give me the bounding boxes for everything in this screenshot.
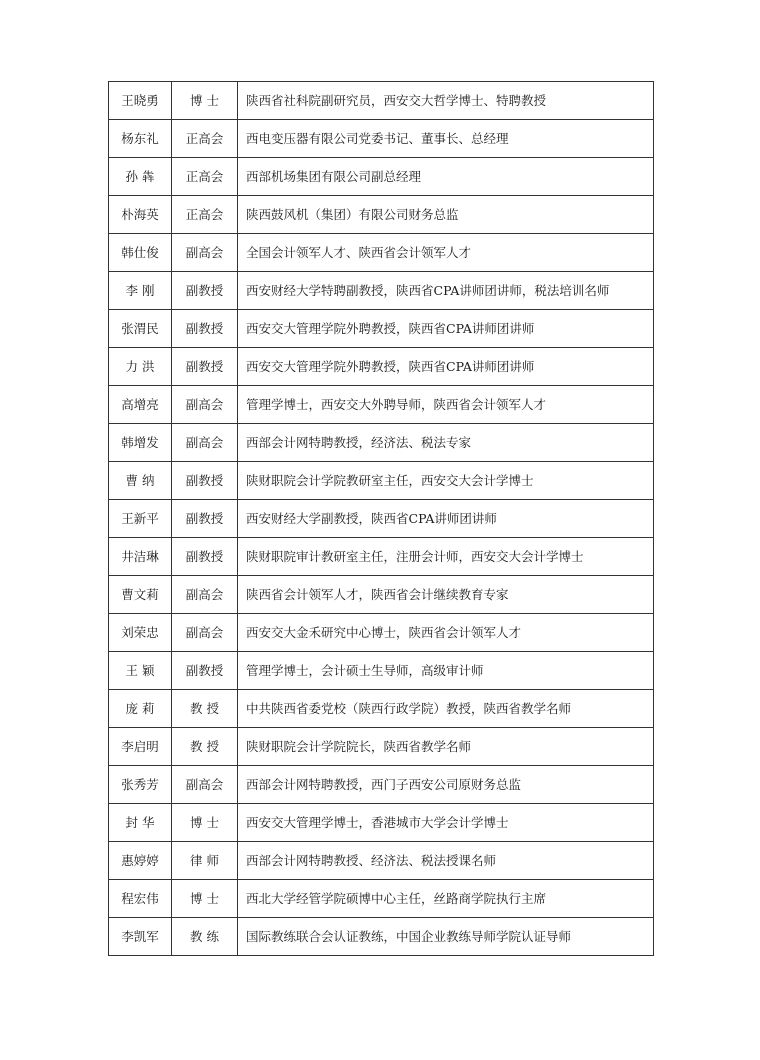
table-row — [109, 614, 654, 652]
title-cell: 副高会 — [172, 614, 238, 652]
name-cell: 井洁琳 — [109, 538, 172, 576]
title-cell: 副教授 — [172, 462, 238, 500]
description-cell: 国际教练联合会认证教练，中国企业教练导师学院认证导师 — [238, 918, 654, 956]
title-cell: 副教授 — [172, 652, 238, 690]
table-row — [109, 500, 654, 538]
name-cell: 李启明 — [109, 728, 172, 766]
title-cell: 副高会 — [172, 576, 238, 614]
description-cell: 陕西省社科院副研究员，西安交大哲学博士、特聘教授 — [238, 82, 654, 120]
table-row — [109, 348, 654, 386]
table-row — [109, 652, 654, 690]
title-cell: 副教授 — [172, 500, 238, 538]
description-cell: 陕财职院会计学院教研室主任，西安交大会计学博士 — [238, 462, 654, 500]
title-cell: 博 士 — [172, 804, 238, 842]
title-cell: 副高会 — [172, 386, 238, 424]
table-row — [109, 158, 654, 196]
description-cell: 西部会计网特聘教授、经济法、税法授课名师 — [238, 842, 654, 880]
title-cell: 博 士 — [172, 82, 238, 120]
document-page — [108, 81, 654, 956]
table-row — [109, 310, 654, 348]
name-cell: 封 华 — [109, 804, 172, 842]
description-cell: 西安交大金禾研究中心博士，陕西省会计领军人才 — [238, 614, 654, 652]
title-cell: 正高会 — [172, 196, 238, 234]
description-cell: 管理学博士，西安交大外聘导师，陕西省会计领军人才 — [238, 386, 654, 424]
description-cell: 陕财职院会计学院院长，陕西省教学名师 — [238, 728, 654, 766]
table-row — [109, 766, 654, 804]
name-cell: 刘荣忠 — [109, 614, 172, 652]
name-cell: 王 颖 — [109, 652, 172, 690]
title-cell: 副高会 — [172, 766, 238, 804]
title-cell: 副高会 — [172, 424, 238, 462]
name-cell: 张渭民 — [109, 310, 172, 348]
table-row — [109, 272, 654, 310]
description-cell: 全国会计领军人才、陕西省会计领军人才 — [238, 234, 654, 272]
name-cell: 张秀芳 — [109, 766, 172, 804]
title-cell: 正高会 — [172, 158, 238, 196]
table-row — [109, 728, 654, 766]
name-cell: 庞 莉 — [109, 690, 172, 728]
table-row — [109, 842, 654, 880]
table-row — [109, 538, 654, 576]
name-cell: 惠婷婷 — [109, 842, 172, 880]
title-cell: 教 练 — [172, 918, 238, 956]
name-cell: 高增亮 — [109, 386, 172, 424]
description-cell: 西北大学经管学院硕博中心主任，丝路商学院执行主席 — [238, 880, 654, 918]
faculty-table — [108, 81, 654, 956]
title-cell: 博 士 — [172, 880, 238, 918]
description-cell: 陕西省会计领军人才，陕西省会计继续教育专家 — [238, 576, 654, 614]
faculty-table-body — [109, 82, 654, 956]
name-cell: 韩仕俊 — [109, 234, 172, 272]
title-cell: 副高会 — [172, 234, 238, 272]
table-row — [109, 690, 654, 728]
table-row — [109, 82, 654, 120]
name-cell: 曹 纳 — [109, 462, 172, 500]
name-cell: 王晓勇 — [109, 82, 172, 120]
table-row — [109, 576, 654, 614]
description-cell: 陕财职院审计教研室主任，注册会计师，西安交大会计学博士 — [238, 538, 654, 576]
description-cell: 陕西鼓风机（集团）有限公司财务总监 — [238, 196, 654, 234]
title-cell: 副教授 — [172, 310, 238, 348]
name-cell: 李 刚 — [109, 272, 172, 310]
table-row — [109, 918, 654, 956]
name-cell: 力 洪 — [109, 348, 172, 386]
name-cell: 曹文莉 — [109, 576, 172, 614]
name-cell: 程宏伟 — [109, 880, 172, 918]
title-cell: 教 授 — [172, 728, 238, 766]
name-cell: 王新平 — [109, 500, 172, 538]
title-cell: 副教授 — [172, 272, 238, 310]
table-row — [109, 462, 654, 500]
title-cell: 律 师 — [172, 842, 238, 880]
table-row — [109, 880, 654, 918]
table-row — [109, 804, 654, 842]
name-cell: 朴海英 — [109, 196, 172, 234]
description-cell: 西部机场集团有限公司副总经理 — [238, 158, 654, 196]
name-cell: 李凯军 — [109, 918, 172, 956]
table-row — [109, 234, 654, 272]
table-row — [109, 196, 654, 234]
description-cell: 西部会计网特聘教授，西门子西安公司原财务总监 — [238, 766, 654, 804]
description-cell: 西部会计网特聘教授，经济法、税法专家 — [238, 424, 654, 462]
name-cell: 孙 犇 — [109, 158, 172, 196]
description-cell: 西安交大管理学博士，香港城市大学会计学博士 — [238, 804, 654, 842]
title-cell: 副教授 — [172, 348, 238, 386]
description-cell: 中共陕西省委党校（陕西行政学院）教授，陕西省教学名师 — [238, 690, 654, 728]
table-row — [109, 386, 654, 424]
name-cell: 杨东礼 — [109, 120, 172, 158]
title-cell: 副教授 — [172, 538, 238, 576]
description-cell: 西安交大管理学院外聘教授，陕西省CPA讲师团讲师 — [238, 310, 654, 348]
description-cell: 西电变压器有限公司党委书记、董事长、总经理 — [238, 120, 654, 158]
title-cell: 正高会 — [172, 120, 238, 158]
table-row — [109, 120, 654, 158]
description-cell: 西安财经大学特聘副教授，陕西省CPA讲师团讲师，税法培训名师 — [238, 272, 654, 310]
description-cell: 管理学博士，会计硕士生导师，高级审计师 — [238, 652, 654, 690]
title-cell: 教 授 — [172, 690, 238, 728]
name-cell: 韩增发 — [109, 424, 172, 462]
description-cell: 西安交大管理学院外聘教授，陕西省CPA讲师团讲师 — [238, 348, 654, 386]
table-row — [109, 424, 654, 462]
description-cell: 西安财经大学副教授，陕西省CPA讲师团讲师 — [238, 500, 654, 538]
